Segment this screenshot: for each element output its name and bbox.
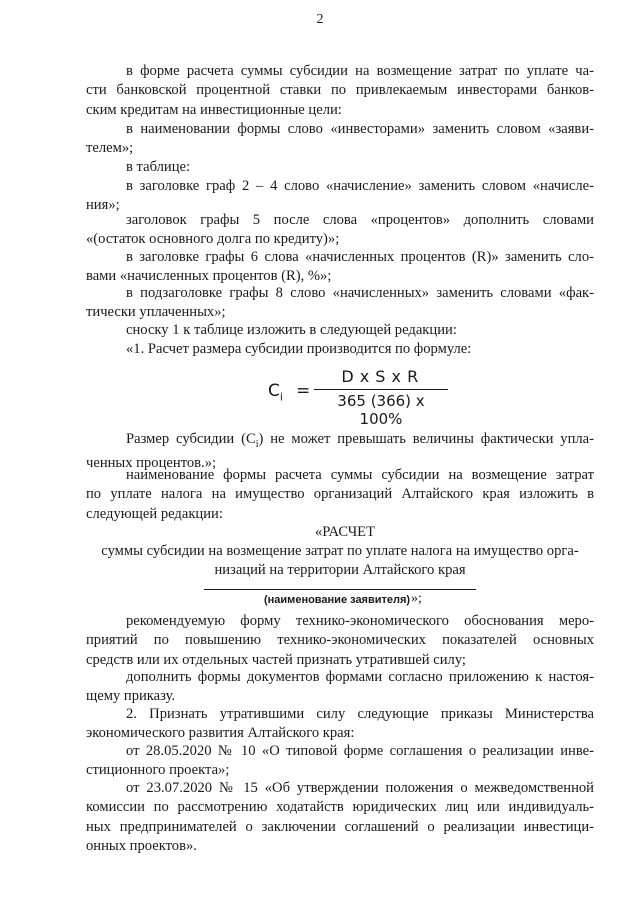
- text-line: экономического развития Алтайского края:: [86, 725, 355, 742]
- text-line: онных проектов».: [86, 837, 197, 854]
- formula-equals: =: [296, 381, 311, 401]
- text-line: в форме расчета суммы субсидии на возмещение затрат по уплате ча-: [126, 63, 594, 79]
- subsidy-formula: [268, 363, 448, 428]
- text-line: в заголовке графы 6 слова «начисленных процентов (R)» заменить сло-: [126, 249, 594, 265]
- formula-lhs: $C_i$: [268, 381, 283, 404]
- formula-numerator: D x S x R: [341, 367, 419, 386]
- text-line: от 23.07.2020 № 15 «Об утверждении положения о межведомственной: [126, 780, 594, 796]
- fraction-bar: [314, 389, 448, 390]
- paragraph-in-table: [86, 158, 594, 177]
- calculation-subtitle: суммы субсидии на возмещение затрат по уплате налога на имущество орга-: [101, 543, 579, 559]
- text-line: вами «начисленных процентов (R), %»;: [86, 268, 332, 285]
- text-line: тически уплаченных»;: [86, 304, 226, 321]
- text-line: ных предпринимателей о заключении соглашений о реализации инвестици-: [86, 818, 594, 835]
- calculation-subtitle-cont: низаций на территории Алтайского края: [214, 562, 466, 578]
- closing-quote: »;: [411, 591, 422, 606]
- text-line: «1. Расчет размера субсидии производится по формуле:: [126, 341, 472, 357]
- text-line: стиционного проекта»;: [86, 762, 230, 779]
- paragraph-footnote: [86, 321, 594, 340]
- applicant-name-caption: (наименование заявителя): [264, 594, 411, 606]
- text-line: ченных процентов.»;: [86, 455, 217, 472]
- paragraph-feasibility-form: [86, 612, 594, 670]
- text-line: в наименовании формы слово «инвесторами» заменить словом «заяви-: [126, 121, 594, 137]
- text-line: ским кредитам на инвестиционные цели:: [86, 101, 342, 118]
- paragraph-column-6: [86, 248, 594, 287]
- text-line: рекомендуемую форму технико-экономического обоснования меро-: [126, 613, 594, 629]
- paragraph-column-5: [86, 211, 594, 250]
- text-line: 2. Признать утратившими силу следующие приказы Министерства: [126, 706, 594, 722]
- text-line: средств или их отдельных частей признать утратившей силу;: [86, 651, 466, 668]
- paragraph-property-tax-form: [86, 466, 594, 524]
- applicant-name-line: [204, 589, 476, 590]
- text-line: приятий по повышению технико-экономических показателей основных: [86, 632, 594, 649]
- text-line: сти банковской процентной ставки по привлекаемым инвесторами банков-: [86, 82, 594, 99]
- text-line: в заголовке граф 2 – 4 слово «начисление» заменить словом «начисле-: [126, 178, 594, 194]
- text-line: комиссии по рассмотрению ходатайств юридических лиц или индивидуаль-: [86, 799, 594, 816]
- paragraph-repeal-orders: [86, 705, 594, 744]
- formula-denominator: 365 (366) x 100%: [337, 392, 425, 428]
- paragraph-form-name-change: [86, 120, 594, 159]
- text-line: ния»;: [86, 197, 120, 214]
- text-line: Размер субсидии $(C_i)$ не может превышать величины фактически упла-: [126, 431, 595, 450]
- text-line: щему приказу.: [86, 688, 176, 705]
- paragraph-formula-intro: [86, 340, 594, 359]
- page-number: 2: [316, 12, 324, 27]
- text-line: «(остаток основного долга по кредиту)»;: [86, 231, 340, 248]
- paragraph-columns-2-4: [86, 177, 594, 216]
- text-line: заголовок графы 5 после слова «процентов» дополнить словами: [126, 212, 594, 228]
- text-line: от 28.05.2020 № 10 «О типовой форме соглашения о реализации инве-: [126, 743, 594, 759]
- text-line: дополнить формы документов формами согласно приложению к настоя-: [126, 669, 594, 685]
- paragraph-order-15: [86, 779, 594, 856]
- paragraph-interest-rate-form: [86, 62, 594, 120]
- paragraph-order-10: [86, 742, 594, 781]
- text-line: следующей редакции:: [86, 505, 223, 522]
- calculation-heading: «РАСЧЕТ: [314, 524, 376, 540]
- text-line: по уплате налога на имущество организаций Алтайского края изложить в: [86, 486, 594, 503]
- text-line: в таблице:: [126, 159, 191, 175]
- text-line: сноску 1 к таблице изложить в следующей редакции:: [126, 322, 457, 338]
- paragraph-column-8: [86, 284, 594, 323]
- text-line: телем»;: [86, 140, 134, 157]
- text-line: в подзаголовке графы 8 слово «начисленных» заменить словами «фак-: [126, 285, 594, 301]
- paragraph-supplement-forms: [86, 668, 594, 707]
- text-line: наименование формы расчета суммы субсидии на возмещение затрат: [126, 467, 594, 483]
